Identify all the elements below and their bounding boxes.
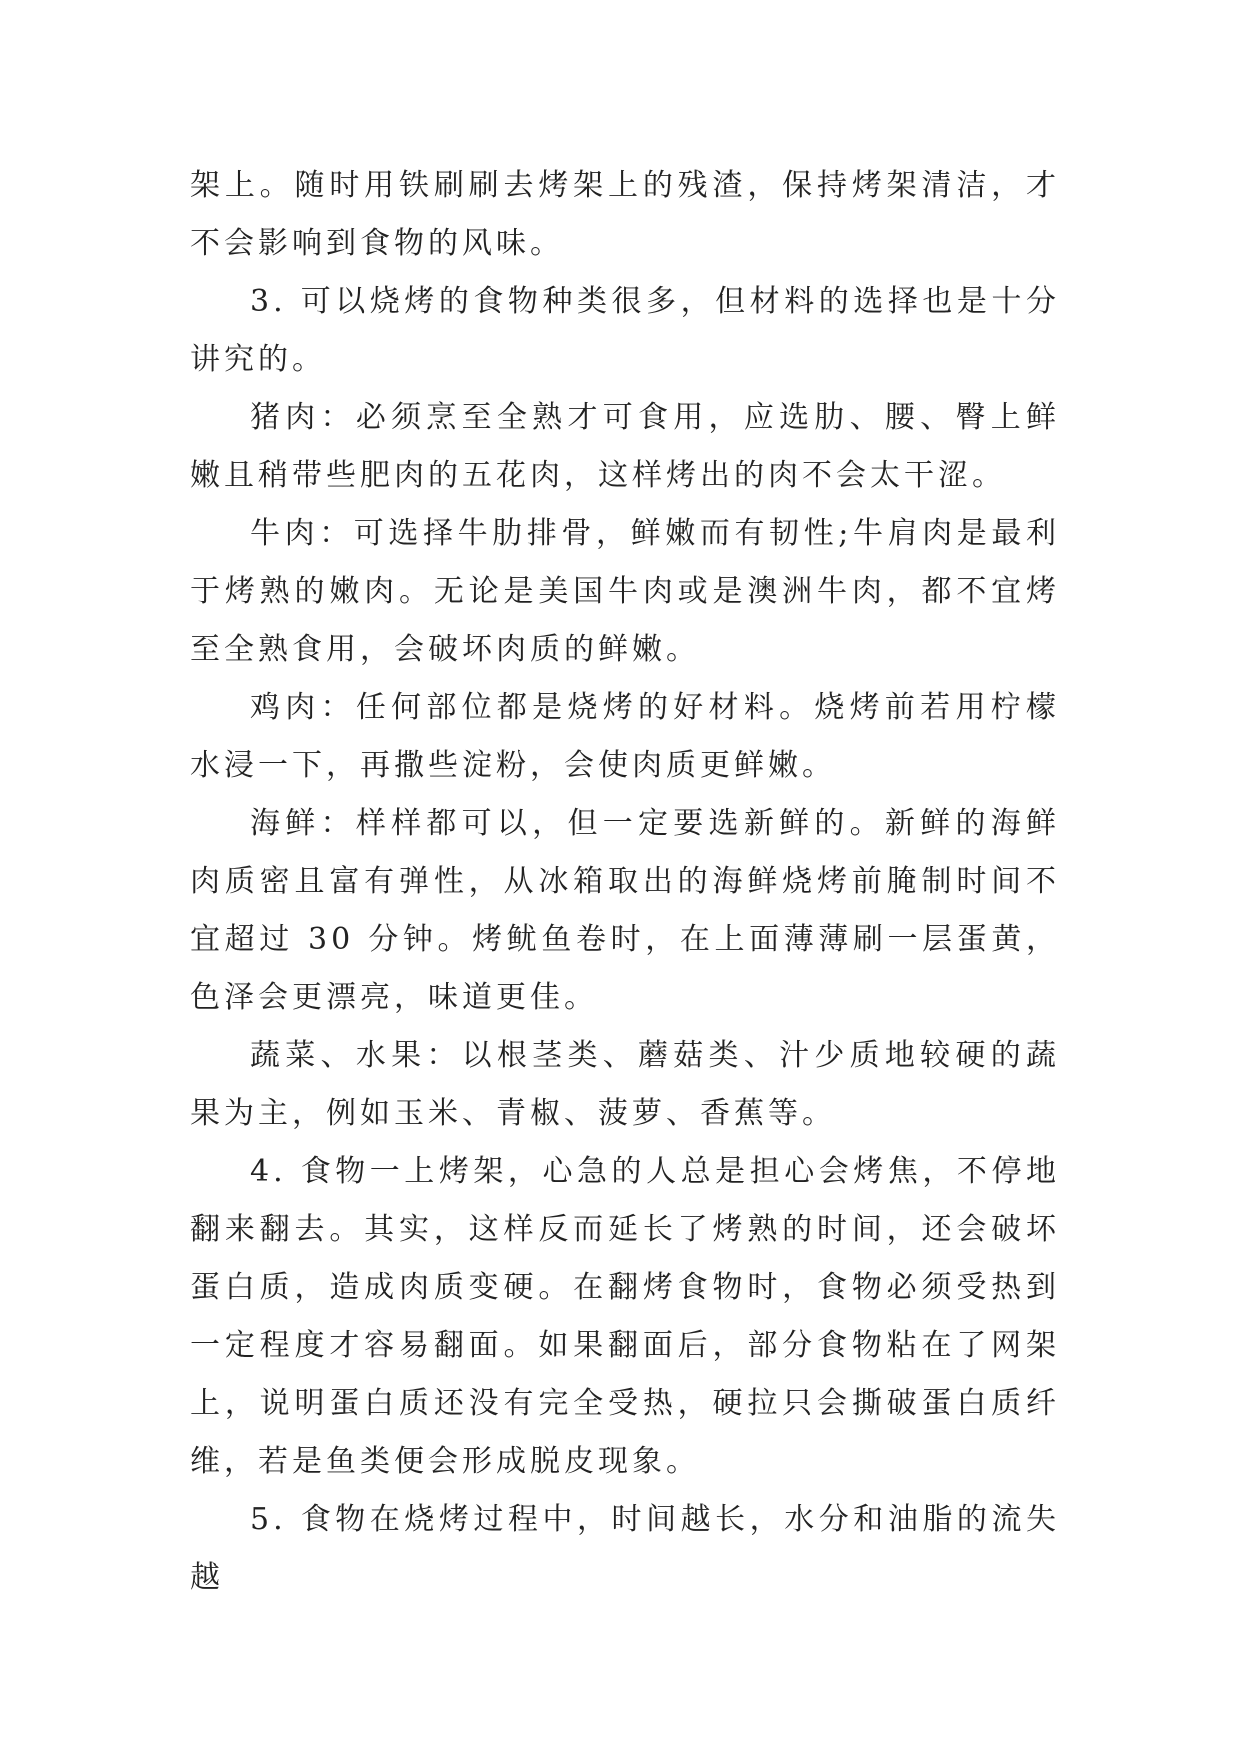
paragraph-item-5: 5. 食物在烧烤过程中，时间越长，水分和油脂的流失越 [190, 1502, 1060, 1595]
paragraph-pork: 猪肉：必须烹至全熟才可食用，应选肋、腰、臀上鲜嫩且稍带些肥肉的五花肉，这样烤出的肉不会太干涩。 [190, 400, 1060, 493]
paragraph-seafood: 海鲜：样样都可以，但一定要选新鲜的。新鲜的海鲜肉质密且富有弹性，从冰箱取出的海鲜烧烤前腌制时间不宜超过 30 分钟。烤鱿鱼卷时，在上面薄薄刷一层蛋黄，色泽会更漂亮，味道更佳。 [190, 806, 1060, 1015]
paragraph-chicken: 鸡肉：任何部位都是烧烤的好材料。烧烤前若用柠檬水浸一下，再撒些淀粉，会使肉质更鲜嫩。 [190, 690, 1060, 783]
paragraph-item-4: 4. 食物一上烤架，心急的人总是担心会烤焦，不停地翻来翻去。其实，这样反而延长了烤熟的时间，还会破坏蛋白质，造成肉质变硬。在翻烤食物时，食物必须受热到一定程度才容易翻面。如果翻面后，部分食物粘在了网架上，说明蛋白质还没有完全受热，硬拉只会撕破蛋白质纤维，若是鱼类便会形成脱皮现象。 [190, 1154, 1060, 1479]
paragraph-item-3: 3. 可以烧烤的食物种类很多，但材料的选择也是十分讲究的。 [190, 284, 1060, 377]
paragraph-grill-cleaning: 架上。随时用铁刷刷去烤架上的残渣，保持烤架清洁，才不会影响到食物的风味。 [190, 168, 1060, 261]
paragraph-beef: 牛肉：可选择牛肋排骨，鲜嫩而有韧性;牛肩肉是最利于烤熟的嫩肉。无论是美国牛肉或是澳洲牛肉，都不宜烤至全熟食用，会破坏肉质的鲜嫩。 [190, 516, 1060, 667]
body-text [190, 157, 1060, 1607]
paragraph-vegetables-fruit: 蔬菜、水果：以根茎类、蘑菇类、汁少质地较硬的蔬果为主，例如玉米、青椒、菠萝、香蕉等。 [190, 1038, 1060, 1131]
